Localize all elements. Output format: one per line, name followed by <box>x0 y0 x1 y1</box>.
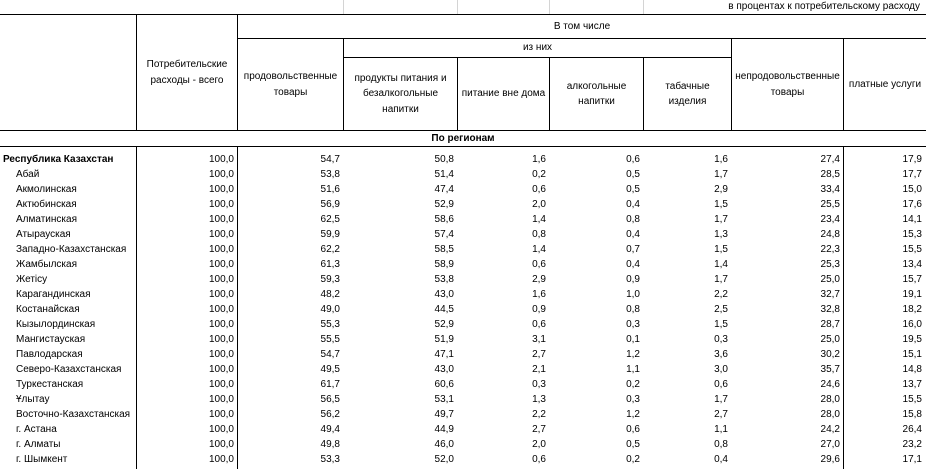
value-total: 100,0 <box>208 319 234 330</box>
value-tobacco: 1,7 <box>714 274 728 285</box>
value-nonfood: 35,7 <box>820 364 840 375</box>
value-alcohol: 0,3 <box>626 394 640 405</box>
value-food: 62,2 <box>320 244 340 255</box>
value-food-products: 47,4 <box>434 184 454 195</box>
value-total: 100,0 <box>208 334 234 345</box>
value-food-products: 51,4 <box>434 169 454 180</box>
value-alcohol: 0,3 <box>626 319 640 330</box>
value-alcohol: 0,2 <box>626 454 640 465</box>
value-food: 54,7 <box>320 154 340 165</box>
table-row <box>0 422 926 437</box>
value-food-products: 47,1 <box>434 349 454 360</box>
value-food-products: 50,8 <box>434 154 454 165</box>
value-food: 56,2 <box>320 409 340 420</box>
value-nonfood: 25,0 <box>820 274 840 285</box>
region-name: г. Шымкент <box>16 454 68 465</box>
value-food-products: 58,5 <box>434 244 454 255</box>
value-food: 55,5 <box>320 334 340 345</box>
header-including: В том числе <box>553 20 611 32</box>
value-services: 15,7 <box>902 274 922 285</box>
value-nonfood: 25,0 <box>820 334 840 345</box>
value-eating-out: 3,1 <box>532 334 546 345</box>
value-food-products: 46,0 <box>434 439 454 450</box>
value-food: 56,5 <box>320 394 340 405</box>
region-name: Ұлытау <box>16 394 50 405</box>
value-food-products: 52,9 <box>434 199 454 210</box>
value-alcohol: 0,7 <box>626 244 640 255</box>
value-alcohol: 0,9 <box>626 274 640 285</box>
value-services: 26,4 <box>902 424 922 435</box>
value-food: 49,4 <box>320 424 340 435</box>
value-alcohol: 0,8 <box>626 304 640 315</box>
value-services: 17,9 <box>902 154 922 165</box>
header-of-them: из них <box>522 42 553 54</box>
value-tobacco: 1,4 <box>714 259 728 270</box>
value-total: 100,0 <box>208 214 234 225</box>
value-food: 49,5 <box>320 364 340 375</box>
value-food: 53,3 <box>320 454 340 465</box>
value-services: 17,6 <box>902 199 922 210</box>
value-eating-out: 1,6 <box>532 289 546 300</box>
value-alcohol: 1,2 <box>626 409 640 420</box>
value-alcohol: 0,1 <box>626 334 640 345</box>
value-services: 19,5 <box>902 334 922 345</box>
value-eating-out: 2,1 <box>532 364 546 375</box>
value-total: 100,0 <box>208 364 234 375</box>
value-eating-out: 0,6 <box>532 259 546 270</box>
value-nonfood: 24,2 <box>820 424 840 435</box>
value-food-products: 43,0 <box>434 364 454 375</box>
value-total: 100,0 <box>208 274 234 285</box>
value-eating-out: 0,6 <box>532 319 546 330</box>
value-total: 100,0 <box>208 394 234 405</box>
value-services: 15,0 <box>902 184 922 195</box>
region-name: Костанайская <box>16 304 80 315</box>
value-services: 15,8 <box>902 409 922 420</box>
table-row <box>0 362 926 377</box>
value-tobacco: 1,7 <box>714 169 728 180</box>
value-nonfood: 27,0 <box>820 439 840 450</box>
value-alcohol: 1,2 <box>626 349 640 360</box>
header-eating-out: питание вне дома <box>461 88 546 100</box>
value-tobacco: 0,3 <box>714 334 728 345</box>
grid-line <box>457 0 458 14</box>
value-nonfood: 32,8 <box>820 304 840 315</box>
value-services: 13,4 <box>902 259 922 270</box>
value-tobacco: 1,5 <box>714 199 728 210</box>
value-alcohol: 0,4 <box>626 259 640 270</box>
table-row <box>0 377 926 392</box>
table-row <box>0 257 926 272</box>
value-eating-out: 0,2 <box>532 169 546 180</box>
value-total: 100,0 <box>208 439 234 450</box>
value-nonfood: 28,7 <box>820 319 840 330</box>
section-title: По регионам <box>431 133 495 144</box>
value-eating-out: 2,7 <box>532 349 546 360</box>
grid-line <box>643 0 644 14</box>
value-food: 59,3 <box>320 274 340 285</box>
region-name: Мангистауская <box>16 334 86 345</box>
value-services: 13,7 <box>902 379 922 390</box>
table-row <box>0 152 926 167</box>
header-nonfood: непродовольственные товары <box>735 71 840 98</box>
value-total: 100,0 <box>208 454 234 465</box>
value-services: 14,8 <box>902 364 922 375</box>
value-alcohol: 0,2 <box>626 379 640 390</box>
region-name: Атырауская <box>16 229 71 240</box>
region-name: Кызылординская <box>16 319 96 330</box>
region-name: Республика Казахстан <box>3 154 114 165</box>
value-food-products: 58,9 <box>434 259 454 270</box>
table-row <box>0 437 926 452</box>
value-tobacco: 2,2 <box>714 289 728 300</box>
value-tobacco: 1,6 <box>714 154 728 165</box>
region-name: Восточно-Казахстанская <box>16 409 131 420</box>
value-food-products: 57,4 <box>434 229 454 240</box>
value-nonfood: 28,0 <box>820 409 840 420</box>
value-food-products: 49,7 <box>434 409 454 420</box>
grid-line <box>549 0 550 14</box>
table-row <box>0 392 926 407</box>
value-services: 23,2 <box>902 439 922 450</box>
header-border <box>0 146 926 147</box>
value-total: 100,0 <box>208 304 234 315</box>
value-nonfood: 22,3 <box>820 244 840 255</box>
value-eating-out: 0,8 <box>532 229 546 240</box>
header-services: платные услуги <box>848 78 922 90</box>
value-nonfood: 28,5 <box>820 169 840 180</box>
region-name: г. Астана <box>16 424 57 435</box>
units-note: в процентах к потребительскому расходу <box>728 1 920 12</box>
region-name: Абай <box>16 169 40 180</box>
value-total: 100,0 <box>208 199 234 210</box>
value-total: 100,0 <box>208 229 234 240</box>
region-name: Акмолинская <box>16 184 77 195</box>
value-total: 100,0 <box>208 259 234 270</box>
value-services: 17,1 <box>902 454 922 465</box>
value-total: 100,0 <box>208 409 234 420</box>
region-name: Северо-Казахстанская <box>16 364 122 375</box>
value-nonfood: 25,5 <box>820 199 840 210</box>
value-nonfood: 28,0 <box>820 394 840 405</box>
value-tobacco: 1,7 <box>714 214 728 225</box>
region-name: г. Алматы <box>16 439 61 450</box>
value-tobacco: 1,5 <box>714 244 728 255</box>
table-row <box>0 272 926 287</box>
value-tobacco: 0,6 <box>714 379 728 390</box>
value-total: 100,0 <box>208 379 234 390</box>
value-nonfood: 30,2 <box>820 349 840 360</box>
value-alcohol: 0,6 <box>626 424 640 435</box>
table-row <box>0 347 926 362</box>
value-alcohol: 0,4 <box>626 229 640 240</box>
region-name: Туркестанская <box>16 379 84 390</box>
value-total: 100,0 <box>208 184 234 195</box>
region-name: Актюбинская <box>16 199 77 210</box>
table-row <box>0 227 926 242</box>
value-nonfood: 32,7 <box>820 289 840 300</box>
value-services: 17,7 <box>902 169 922 180</box>
value-eating-out: 1,4 <box>532 244 546 255</box>
value-food: 59,9 <box>320 229 340 240</box>
value-eating-out: 1,6 <box>532 154 546 165</box>
value-food-products: 53,8 <box>434 274 454 285</box>
table-row <box>0 407 926 422</box>
value-tobacco: 1,7 <box>714 394 728 405</box>
value-services: 15,5 <box>902 394 922 405</box>
value-alcohol: 0,5 <box>626 439 640 450</box>
value-tobacco: 2,5 <box>714 304 728 315</box>
table-row <box>0 242 926 257</box>
value-services: 15,1 <box>902 349 922 360</box>
value-tobacco: 2,9 <box>714 184 728 195</box>
value-eating-out: 2,0 <box>532 439 546 450</box>
value-food: 48,2 <box>320 289 340 300</box>
value-services: 14,1 <box>902 214 922 225</box>
value-eating-out: 0,6 <box>532 454 546 465</box>
region-name: Алматинская <box>16 214 77 225</box>
value-food-products: 51,9 <box>434 334 454 345</box>
value-alcohol: 1,1 <box>626 364 640 375</box>
value-alcohol: 0,5 <box>626 184 640 195</box>
table-row <box>0 302 926 317</box>
value-food: 49,0 <box>320 304 340 315</box>
value-total: 100,0 <box>208 424 234 435</box>
value-food-products: 43,0 <box>434 289 454 300</box>
value-food: 62,5 <box>320 214 340 225</box>
value-food: 49,8 <box>320 439 340 450</box>
value-services: 15,5 <box>902 244 922 255</box>
value-eating-out: 0,3 <box>532 379 546 390</box>
value-tobacco: 3,6 <box>714 349 728 360</box>
value-total: 100,0 <box>208 244 234 255</box>
grid-line <box>343 0 344 14</box>
value-food: 54,7 <box>320 349 340 360</box>
value-food-products: 58,6 <box>434 214 454 225</box>
value-food: 55,3 <box>320 319 340 330</box>
header-food: продовольственные товары <box>243 71 338 98</box>
value-alcohol: 1,0 <box>626 289 640 300</box>
value-eating-out: 0,6 <box>532 184 546 195</box>
table-row <box>0 452 926 467</box>
value-food: 51,6 <box>320 184 340 195</box>
value-tobacco: 3,0 <box>714 364 728 375</box>
region-name: Жамбылская <box>16 259 77 270</box>
region-name: Жетісу <box>16 274 48 285</box>
table-row <box>0 212 926 227</box>
value-alcohol: 0,5 <box>626 169 640 180</box>
value-eating-out: 2,7 <box>532 424 546 435</box>
value-total: 100,0 <box>208 349 234 360</box>
header-alcohol: алкогольные напитки <box>566 80 627 107</box>
table-row <box>0 317 926 332</box>
value-eating-out: 2,9 <box>532 274 546 285</box>
table-row <box>0 287 926 302</box>
value-nonfood: 24,8 <box>820 229 840 240</box>
table-row <box>0 182 926 197</box>
table-row <box>0 167 926 182</box>
value-nonfood: 29,6 <box>820 454 840 465</box>
value-tobacco: 0,8 <box>714 439 728 450</box>
value-nonfood: 23,4 <box>820 214 840 225</box>
value-tobacco: 0,4 <box>714 454 728 465</box>
region-name: Западно-Казахстанская <box>16 244 127 255</box>
value-tobacco: 1,1 <box>714 424 728 435</box>
value-nonfood: 25,3 <box>820 259 840 270</box>
value-tobacco: 2,7 <box>714 409 728 420</box>
header-total: Потребительские расходы - всего <box>146 59 228 86</box>
value-tobacco: 1,3 <box>714 229 728 240</box>
value-total: 100,0 <box>208 154 234 165</box>
value-eating-out: 2,0 <box>532 199 546 210</box>
value-food-products: 52,9 <box>434 319 454 330</box>
value-services: 15,3 <box>902 229 922 240</box>
value-alcohol: 0,6 <box>626 154 640 165</box>
value-food: 61,3 <box>320 259 340 270</box>
value-food-products: 52,0 <box>434 454 454 465</box>
value-food: 53,8 <box>320 169 340 180</box>
region-name: Павлодарская <box>16 349 83 360</box>
header-food-products: продукты питания и безалкогольные напитки <box>354 72 447 115</box>
value-nonfood: 27,4 <box>820 154 840 165</box>
value-food-products: 44,9 <box>434 424 454 435</box>
value-food-products: 53,1 <box>434 394 454 405</box>
value-alcohol: 0,8 <box>626 214 640 225</box>
value-food-products: 44,5 <box>434 304 454 315</box>
value-tobacco: 1,5 <box>714 319 728 330</box>
value-alcohol: 0,4 <box>626 199 640 210</box>
value-services: 19,1 <box>902 289 922 300</box>
value-services: 18,2 <box>902 304 922 315</box>
table-row <box>0 197 926 212</box>
value-eating-out: 1,4 <box>532 214 546 225</box>
value-services: 16,0 <box>902 319 922 330</box>
value-total: 100,0 <box>208 169 234 180</box>
value-eating-out: 2,2 <box>532 409 546 420</box>
value-nonfood: 24,6 <box>820 379 840 390</box>
header-tobacco: табачные изделия <box>665 80 710 107</box>
value-nonfood: 33,4 <box>820 184 840 195</box>
region-name: Карагандинская <box>16 289 91 300</box>
table-row <box>0 332 926 347</box>
value-total: 100,0 <box>208 289 234 300</box>
value-eating-out: 0,9 <box>532 304 546 315</box>
value-food-products: 60,6 <box>434 379 454 390</box>
value-eating-out: 1,3 <box>532 394 546 405</box>
value-food: 56,9 <box>320 199 340 210</box>
value-food: 61,7 <box>320 379 340 390</box>
